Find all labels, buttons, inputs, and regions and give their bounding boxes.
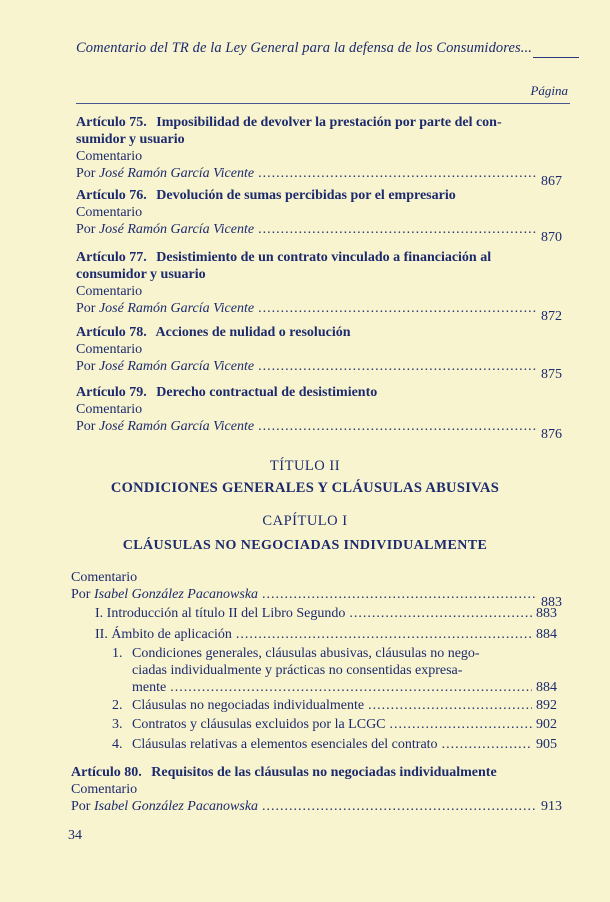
capitulo-label: CAPÍTULO I [262, 513, 348, 529]
subsection-label: Cláusulas relativas a elementos esenciales del contrato [132, 737, 438, 752]
subsection-label-continued: ciadas individualmente y prácticas no consentidas expresa- [132, 663, 463, 678]
por-label: Por [71, 587, 91, 602]
author-name: Isabel González Pacanowska [93, 799, 259, 814]
comment-label: Comentario [76, 149, 143, 164]
dot-leader [262, 798, 537, 815]
dot-leader [262, 586, 537, 603]
dot-leader [368, 697, 532, 714]
dot-leader [349, 605, 532, 622]
author-line [76, 221, 562, 245]
page-ref: 902 [536, 717, 557, 732]
article-title: Derecho contractual de desistimiento [156, 385, 378, 400]
dot-leader [170, 679, 532, 696]
article-title: Desistimiento de un contrato vinculado a financiación al [156, 250, 492, 265]
article-number: Artículo 78. [76, 325, 147, 340]
page-ref: 884 [536, 680, 557, 695]
toc-section-1[interactable] [95, 605, 557, 622]
toc-subsection-4[interactable] [112, 736, 557, 753]
titulo-label: TÍTULO II [269, 458, 341, 474]
comment-label: Comentario [71, 782, 138, 797]
toc-subsection-2[interactable] [112, 697, 557, 714]
toc-section-2[interactable] [95, 626, 557, 643]
toc-entry-article-76[interactable] [76, 187, 562, 245]
author-line [71, 586, 562, 610]
subsection-number: 1. [112, 646, 123, 661]
dot-leader [258, 418, 537, 435]
page-ref: 876 [541, 427, 562, 442]
author-name: José Ramón García Vicente [98, 419, 255, 434]
author-name: José Ramón García Vicente [98, 359, 255, 374]
toc-subsection-1[interactable] [112, 645, 557, 696]
comment-label: Comentario [76, 402, 143, 417]
article-title: Imposibilidad de devolver la prestación por parte del con- [156, 115, 502, 130]
running-header: Comentario del TR de la Ley General para la defensa de los Consumidores... [76, 40, 532, 56]
article-title: Acciones de nulidad o resolución [155, 325, 351, 340]
comment-label: Comentario [71, 570, 138, 585]
section-label: I. Introducción al título II del Libro Segundo [95, 606, 346, 621]
toc-subsection-3[interactable] [112, 716, 557, 733]
article-heading [71, 764, 562, 781]
article-heading [76, 114, 562, 131]
page-ref: 875 [541, 367, 562, 382]
subsection-number: 3. [112, 717, 123, 732]
page-ref: 870 [541, 230, 562, 245]
dot-leader [258, 221, 537, 238]
subsection-label: Condiciones generales, cláusulas abusivas, cláusulas no nego- [132, 646, 480, 661]
page-ref: 913 [541, 799, 562, 814]
author-line [76, 300, 562, 324]
comment-label: Comentario [76, 284, 143, 299]
page-ref: 872 [541, 309, 562, 324]
subsection-label-end: mente [132, 680, 167, 695]
comment-label: Comentario [76, 205, 143, 220]
author-name: José Ramón García Vicente [98, 166, 255, 181]
por-label: Por [71, 799, 91, 814]
toc-entry-article-79[interactable] [76, 384, 562, 442]
header-rule [533, 57, 579, 58]
subsection-number: 2. [112, 698, 123, 713]
article-title-continued: sumidor y usuario [76, 132, 185, 147]
dot-leader [258, 300, 537, 317]
dot-leader [236, 626, 532, 643]
por-label: Por [76, 166, 96, 181]
page-ref: 883 [536, 606, 557, 621]
author-name: Isabel González Pacanowska [93, 587, 259, 602]
page-ref: 884 [536, 627, 557, 642]
pagina-column-label: Página [530, 83, 568, 98]
article-heading [76, 187, 562, 204]
article-number: Artículo 75. [76, 115, 147, 130]
page-ref: 867 [541, 174, 562, 189]
capitulo-name[interactable]: CLÁUSULAS NO NEGOCIADAS INDIVIDUALMENTE [122, 538, 488, 553]
author-line [76, 418, 562, 442]
page-ref: 905 [536, 737, 557, 752]
por-label: Por [76, 301, 96, 316]
comment-label: Comentario [76, 342, 143, 357]
article-number: Artículo 77. [76, 250, 147, 265]
subsection-label: Cláusulas no negociadas individualmente [132, 698, 365, 713]
por-label: Por [76, 222, 96, 237]
subsection-number: 4. [112, 737, 123, 752]
dot-leader [442, 736, 532, 753]
article-title: Devolución de sumas percibidas por el empresario [156, 188, 456, 203]
dot-leader [390, 716, 532, 733]
toc-entry-article-75[interactable] [76, 114, 562, 189]
toc-entry-article-77[interactable] [76, 249, 562, 324]
author-name: José Ramón García Vicente [98, 222, 255, 237]
dot-leader [258, 358, 537, 375]
author-line [76, 165, 562, 189]
pagina-rule [76, 103, 570, 104]
titulo-name[interactable]: CONDICIONES GENERALES Y CLÁUSULAS ABUSIVAS [110, 480, 500, 496]
page-ref: 892 [536, 698, 557, 713]
article-number: Artículo 79. [76, 385, 147, 400]
article-number: Artículo 80. [71, 765, 142, 780]
author-name: José Ramón García Vicente [98, 301, 255, 316]
por-label: Por [76, 419, 96, 434]
article-title: Requisitos de las cláusulas no negociadas individualmente [151, 765, 497, 780]
toc-entry-article-80[interactable] [71, 764, 562, 815]
article-heading [76, 384, 562, 401]
subsection-label: Contratos y cláusulas excluidos por la LCGC [132, 717, 386, 732]
article-heading [76, 324, 562, 341]
page-ref: 883 [541, 595, 562, 610]
article-number: Artículo 76. [76, 188, 147, 203]
author-line [71, 798, 562, 815]
toc-entry-article-78[interactable] [76, 324, 562, 382]
page-number: 34 [68, 828, 82, 843]
article-title-continued: consumidor y usuario [76, 267, 206, 282]
por-label: Por [76, 359, 96, 374]
article-heading [76, 249, 562, 266]
section-label: II. Ámbito de aplicación [95, 627, 232, 642]
toc-entry-chapter-comment[interactable] [71, 569, 562, 610]
dot-leader [258, 165, 537, 182]
author-line [76, 358, 562, 382]
